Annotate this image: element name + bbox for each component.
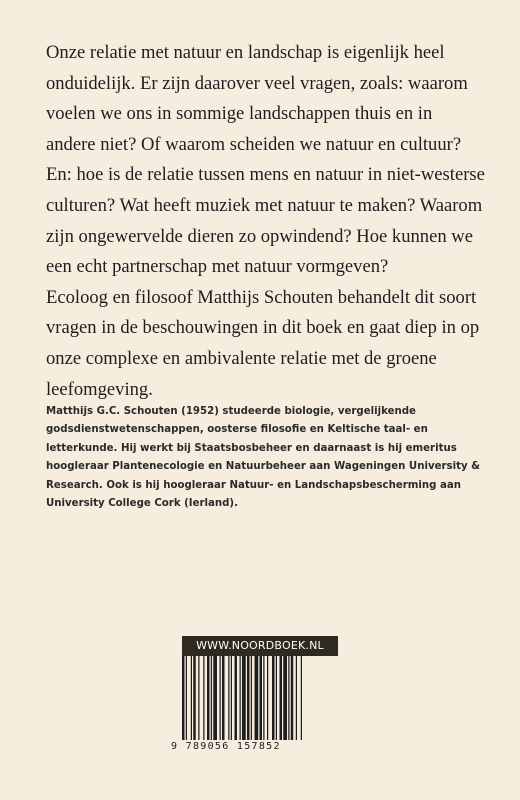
publisher-url: WWW.NOORDBOEK.NL — [182, 636, 338, 656]
barcode-bar — [288, 656, 289, 740]
barcode-bar — [260, 656, 263, 740]
isbn-digits: 9 789056 157852 — [171, 741, 281, 752]
barcode-bar — [182, 656, 185, 740]
barcode-bar — [207, 656, 210, 740]
barcode-bar — [203, 656, 204, 740]
blurb-paragraph-1: Onze relatie met natuur en landschap is eigenlijk heel onduidelijk. Er zijn daarover veel vragen, zoals: waarom voelen we ons in sommige landschappen thuis en in andere niet? Of waarom scheiden we natuur en cultuur? En: hoe is de relatie tussen mens en natuur in niet-westerse culturen? Wat heeft muziek met natuur te maken? Waarom zijn ongewervelde dieren zo opwindend? Hoe kunnen we een echt partnerschap met natuur vormgeven? — [46, 42, 485, 278]
barcode-bar — [296, 656, 297, 740]
barcode-bar — [291, 656, 294, 740]
barcode-bar — [301, 656, 302, 740]
barcode-bar — [191, 656, 192, 740]
barcode-bar — [231, 656, 232, 740]
barcode-bar — [272, 656, 275, 740]
barcode-bar — [193, 656, 196, 740]
barcode-bar — [240, 656, 241, 740]
barcode-bar — [251, 656, 252, 740]
barcode-bar — [247, 656, 250, 740]
barcode-bar — [213, 656, 217, 740]
barcode-bar — [198, 656, 199, 740]
blurb-paragraph-2: Ecoloog en filosoof Matthijs Schouten behandelt dit soort vragen in de beschouwingen in dit boek en gaat diep in op onze complexe en ambivalente relatie met de groene leefomgeving. — [46, 286, 480, 400]
barcode-bars — [182, 656, 340, 740]
barcode-bar — [228, 656, 229, 740]
barcode-bar — [263, 656, 264, 740]
isbn-barcode — [171, 656, 349, 756]
barcode-bar — [222, 656, 225, 740]
blurb-text — [46, 38, 486, 405]
barcode-bar — [267, 656, 268, 740]
barcode-bar — [211, 656, 212, 740]
barcode-bar — [276, 656, 277, 740]
barcode-bar — [220, 656, 221, 740]
barcode-bar — [242, 656, 246, 740]
barcode-bar — [283, 656, 287, 740]
barcode-bar — [235, 656, 238, 740]
author-bio: Matthijs G.C. Schouten (1952) studeerde biologie, vergelijkende godsdienstwetenschappen, oosterse filosofie en Keltische taal- en letterkunde. Hij werkt bij Staatsbosbeheer en daarnaast is hij emeritus hoogleraar Plantenecologie en Natuurbeheer aan Wageningen University & Research. Ook is hij hoogleraar Natuur- en Landschapsbescherming aan University College Cork (Ierland). — [46, 406, 481, 510]
barcode-bar — [255, 656, 259, 740]
barcode-bar — [186, 656, 187, 740]
barcode-bar — [280, 656, 283, 740]
